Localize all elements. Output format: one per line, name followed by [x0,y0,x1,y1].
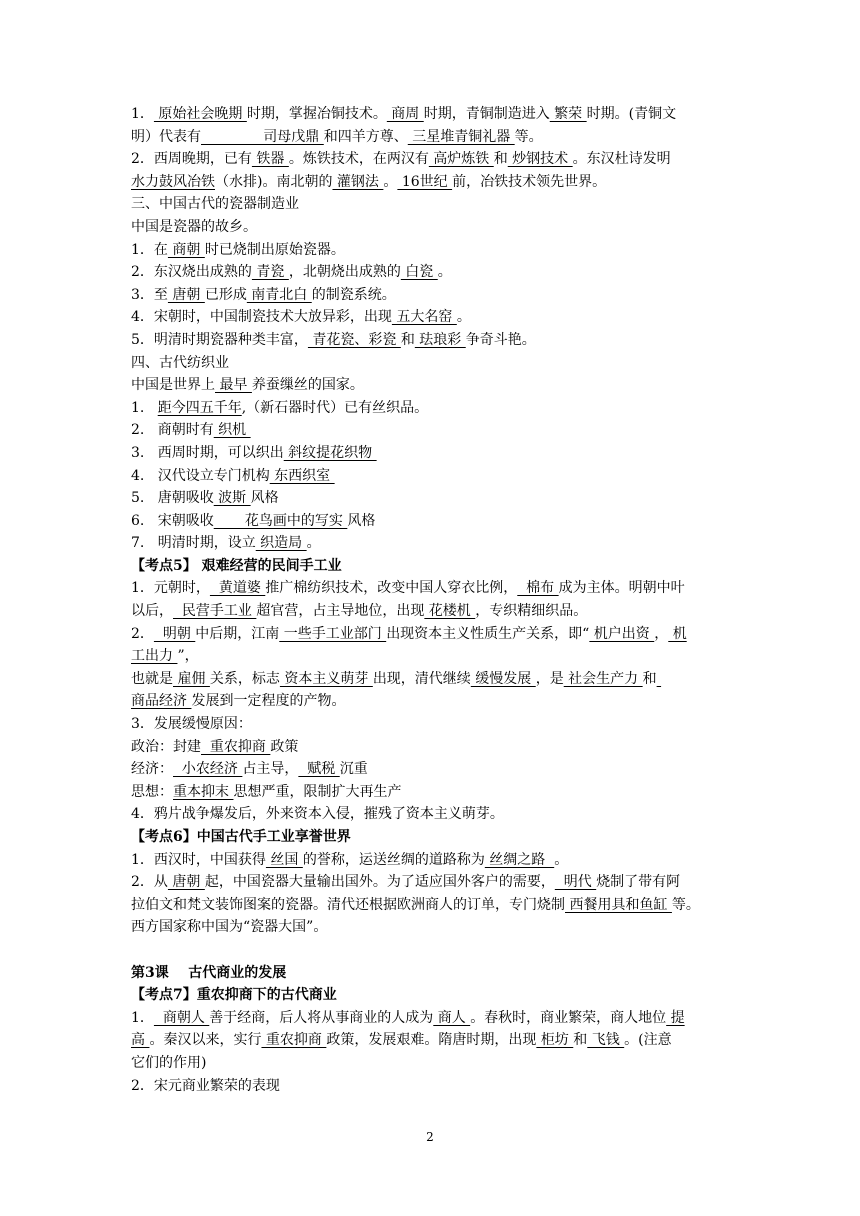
text-segment: ，专织精细织品。 [475,603,588,620]
answer-blank: 高炉炼铁 [428,151,494,168]
text-segment: 1．在 [131,241,168,258]
text-line [131,645,731,668]
answer-blank: 繁荣 [549,106,587,122]
text-segment: ”， [177,648,199,665]
answer-blank: 炒钢技术 [507,151,573,168]
text-line [131,1052,731,1075]
text-segment: 和 [400,331,415,348]
answer-blank: 丝绸之路 [484,851,555,868]
text-line [131,577,731,600]
text-line [131,668,731,691]
answer-blank: 重农抑商 [201,738,271,755]
text-segment: 1． [131,106,154,122]
text-segment: 时已烧制出原始瓷器。 [204,241,345,258]
section-heading [131,555,731,578]
answer-blank: 商人 [433,1009,471,1026]
text-line [131,374,731,397]
text-line [131,781,731,804]
text-line [131,1007,731,1030]
text-segment: 西方国家称中国为“瓷器大国”。 [131,919,328,936]
page-content [131,103,731,1097]
answer-blank: 唐朝 [167,874,205,891]
section-heading [131,984,731,1007]
answer-blank: 水力鼓风冶铁 [131,173,215,190]
answer-blank: 高 [131,1032,150,1049]
text-line [131,939,731,962]
text-segment: 思想： [131,783,173,800]
answer-blank: 铁器 [251,151,289,168]
text-line [131,623,731,646]
text-segment: 2． [131,625,154,642]
text-line [131,465,731,488]
text-segment: 成为主体。明朝中叶 [558,580,685,597]
answer-blank: 原始社会晚期 [153,106,247,122]
text-segment: 时期，青铜制造进入 [423,106,550,122]
answer-blank: 东西织室 [269,467,335,484]
text-segment: 1． [131,1009,154,1026]
text-segment: 。 [437,264,452,281]
text-segment: 四、古代纺织业 [131,354,229,371]
text-segment: 2．从 [131,874,168,891]
answer-blank: 飞钱 [587,1032,625,1049]
answer-blank: 三星堆青铜礼器 [407,128,515,145]
text-line [131,193,731,216]
text-segment: 时期，掌握冶铜技术。 [246,106,387,122]
text-segment: 时期。(青铜文 [586,106,677,122]
text-line [131,849,731,872]
text-segment: 的誉称，运送丝绸的道路称为 [302,851,485,868]
answer-blank: 司母戊鼎 [201,128,324,145]
text-segment: ,（新石器时代）已有丝织品。 [241,399,429,416]
text-segment: 4．鸦片战争爆发后，外来资本入侵，摧残了资本主义萌芽。 [131,806,504,823]
text-segment: 养蚕缫丝的国家。 [251,377,364,394]
answer-blank: 机 [668,625,687,642]
text-segment: 以后， [131,603,173,620]
text-line [131,442,731,465]
answer-blank: 青瓷 [251,264,289,281]
answer-blank: 波斯 [213,490,251,507]
text-segment: 中国是瓷器的故乡。 [131,218,257,235]
text-segment: 出现资本主义性质生产关系，即“ [386,625,590,642]
answer-blank: 明代 [554,874,597,891]
text-segment: 。 [554,851,569,868]
text-segment: 沉重 [339,761,368,778]
answer-blank: 柜坊 [536,1032,574,1049]
text-segment: 超官营，占主导地位，出现 [256,603,425,620]
text-segment: 和四羊方尊、 [323,128,408,145]
text-segment: 发展到一定程度的产物。 [191,693,346,710]
text-segment: 关系，标志 [209,670,280,687]
text-line [131,916,731,939]
text-segment: 等。 [671,896,700,913]
answer-blank: 青花瓷、彩瓷 [307,331,401,348]
answer-blank: 商朝人 [153,1009,210,1026]
text-segment: 3．发展缓慢原因： [131,716,252,733]
text-segment: 和 [493,151,508,168]
text-segment: 和 [573,1032,588,1049]
text-segment: 风格 [347,512,376,529]
section-heading [131,962,731,985]
text-segment: 6. 宋朝吸收 [131,512,214,529]
text-line [131,487,731,510]
text-segment: 争奇斗艳。 [465,331,536,348]
answer-blank: 唐朝 [167,286,205,303]
text-segment: （水排)。南北朝的 [215,173,333,190]
answer-blank: 珐琅彩 [414,331,466,348]
text-segment: 它们的作用) [131,1054,207,1071]
text-segment: 2．东汉烧出成熟的 [131,264,252,281]
answer-blank: 缓慢发展 [470,670,536,687]
text-line [131,600,731,623]
text-line [131,894,731,917]
text-line [131,126,731,149]
text-segment: 5．明清时期瓷器种类丰富， [131,331,308,348]
text-line [131,713,731,736]
text-segment: 。 [383,173,398,190]
text-segment: 1．西汉时，中国获得 [131,851,266,868]
answer-blank: 织机 [213,422,251,439]
text-segment: 【考点5】 艰难经营的民间手工业 [131,557,342,574]
text-segment: 2．宋元商业繁荣的表现 [131,1077,280,1094]
answer-blank: 工出力 [131,648,178,665]
answer-blank: 明朝 [153,625,196,642]
answer-blank: 西餐用具和鱼缸 [565,896,672,913]
text-segment: 7. 明清时期，设立 [131,535,256,552]
answer-blank: 灌钢法 [332,173,384,190]
answer-blank: 民营手工业 [173,603,257,620]
answer-blank: 黄道婆 [209,580,266,597]
text-segment: 已形成 [204,286,247,303]
text-segment: 三、中国古代的瓷器制造业 [131,196,299,213]
answer-blank: 花楼机 [424,603,476,620]
text-line [131,103,731,126]
text-segment: 明）代表有 [131,128,201,145]
answer-blank: 商周 [386,106,424,122]
text-line [131,306,731,329]
text-line [131,261,731,284]
answer-blank: 五大名窑 [391,309,457,326]
answer-blank: 机户出资 [589,625,655,642]
text-line [131,216,731,239]
text-segment: ，是 [535,670,564,687]
text-segment: 政策，发展艰难。隋唐时期，出现 [326,1032,537,1049]
text-segment: 4．宋朝时，中国制瓷技术大放异彩，出现 [131,309,392,326]
answer-blank: 重本抑末 [173,783,234,800]
text-segment: 1. [131,399,158,416]
text-line [131,239,731,262]
text-segment: 3．至 [131,286,168,303]
text-segment: 前，冶铁技术领先世界。 [452,173,607,190]
text-line [131,352,731,375]
text-line [131,1075,731,1098]
answer-blank: 小农经济 [173,761,243,778]
answer-blank: 商朝 [167,241,205,258]
answer-blank: 雇佣 [173,670,210,687]
text-segment: 1．元朝时， [131,580,210,597]
text-line [131,419,731,442]
text-line [131,736,731,759]
text-segment: 拉伯文和梵文装饰图案的瓷器。清代还根据欧洲商人的订单，专门烧制 [131,896,565,913]
answer-blank: 16世纪 [397,173,453,190]
text-segment: 2. 商朝时有 [131,422,214,439]
text-segment: 。 [456,309,471,326]
answer-blank: 花鸟画中的写实 [213,512,348,529]
text-segment: 5. 唐朝吸收 [131,490,214,507]
text-segment: 政治：封建 [131,738,201,755]
text-line [131,148,731,171]
text-segment: 2．西周晚期，已有 [131,151,252,168]
text-line [131,758,731,781]
text-line [131,1029,731,1052]
text-line [131,803,731,826]
answer-blank: 织造局 [255,535,307,552]
answer-blank: 提 [666,1009,685,1026]
answer-blank: 资本主义萌芽 [279,670,373,687]
text-line [131,329,731,352]
text-line [131,171,731,194]
text-segment: 。秦汉以来，实行 [149,1032,262,1049]
text-segment: 中后期，江南 [195,625,280,642]
text-line [131,871,731,894]
text-segment: 。东汉杜诗发明 [572,151,671,168]
text-line [131,690,731,713]
text-segment: ，北朝烧出成熟的 [288,264,401,281]
text-segment: 和 [642,670,657,687]
text-segment: 占主导， [242,761,299,778]
text-segment: 善于经商，后人将从事商业的人成为 [209,1009,434,1026]
text-segment: 经济： [131,761,173,778]
text-segment: 政策 [270,738,299,755]
answer-blank: 丝国 [265,851,303,868]
page-number: 2 [426,1130,434,1144]
text-segment: 4. 汉代设立专门机构 [131,467,270,484]
text-segment: ， [654,625,669,642]
text-segment: 【考点7】重农抑商下的古代商业 [131,987,337,1004]
answer-blank: 一些手工业部门 [279,625,387,642]
text-segment: 的制瓷系统。 [311,286,396,303]
text-segment: 等。 [514,128,543,145]
answer-blank: 赋税 [298,761,340,778]
text-segment: 风格 [250,490,279,507]
text-line [131,532,731,555]
section-heading [131,826,731,849]
answer-blank: 白瓷 [400,264,438,281]
answer-blank: 社会生产力 [563,670,643,687]
text-segment: 第3课 古代商业的发展 [131,964,287,981]
text-segment: 烧制了带有阿 [596,874,681,891]
text-segment: 推广棉纺织技术，改变中国人穿衣比例， [265,580,518,597]
answer-blank: 距今四五千年 [157,399,242,416]
text-segment: 【考点6】中国古代手工业享誉世界 [131,829,351,845]
text-segment: 思想严重，限制扩大再生产 [233,783,402,800]
text-line [131,510,731,533]
text-segment: 起，中国瓷器大量输出国外。为了适应国外客户的需要， [204,874,555,891]
text-line [131,284,731,307]
answer-blank: 棉布 [517,580,559,597]
text-segment: 中国是世界上 [131,377,215,394]
answer-blank: 斜纹提花织物 [283,444,377,461]
answer-blank [657,671,661,687]
text-segment: 3. 西周时期，可以织出 [131,444,284,461]
text-segment: 。春秋时，商业繁荣，商人地位 [470,1009,667,1026]
text-segment: 。 [306,535,321,552]
answer-blank: 商品经济 [131,693,192,710]
text-segment: 也就是 [131,670,173,687]
text-line [131,397,731,420]
answer-blank: 南青北白 [246,286,312,303]
text-segment: 。炼铁技术，在两汉有 [288,151,429,168]
text-segment: 。(注意 [624,1032,672,1049]
answer-blank: 重农抑商 [261,1032,327,1049]
answer-blank: 最早 [215,377,252,394]
text-segment: 出现，清代继续 [372,670,471,687]
